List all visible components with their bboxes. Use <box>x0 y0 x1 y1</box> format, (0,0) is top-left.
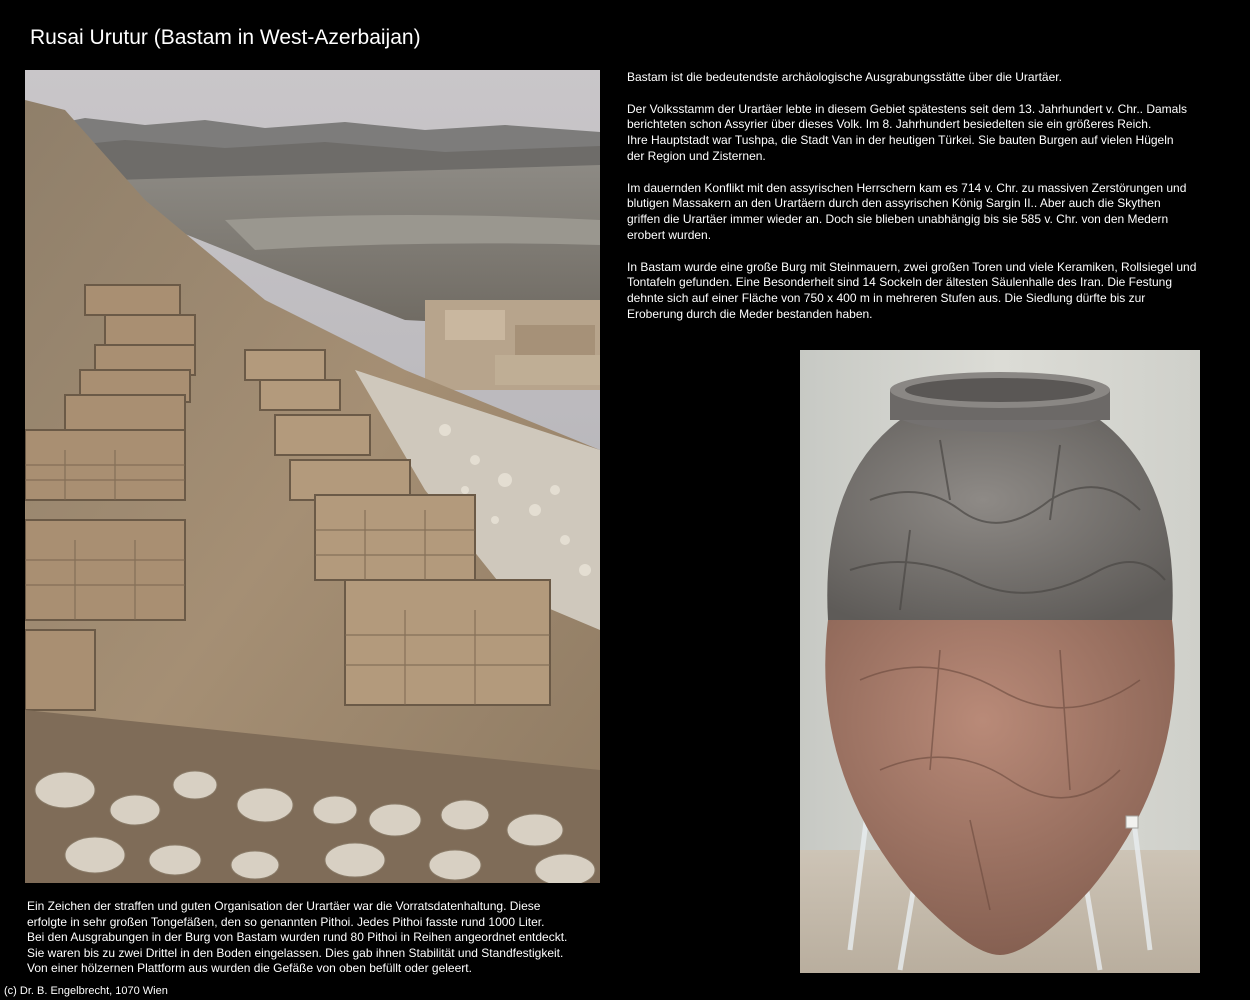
description-text <box>627 70 1217 339</box>
text-line: Im dauernden Konflikt mit den assyrischen Herrschern kam es 714 v. Chr. zu massiven Zerstörungen und <box>627 180 1187 195</box>
description-paragraph-2 <box>627 102 1217 165</box>
text-line: berichteten schon Assyrier über dieses Volk. Im 8. Jahrhundert besiedelten sie ein größeres Reich. <box>627 117 1152 132</box>
caption-line: erfolgte in sehr großen Tongefäßen, den so genannten Pithoi. Jedes Pithoi fasste rund 1000 Liter. <box>27 914 545 929</box>
caption-line: Ein Zeichen der straffen und guten Organisation der Urartäer war die Vorratsdatenhaltung. Diese <box>27 899 541 913</box>
copyright-footer: (c) Dr. B. Engelbrecht, 1070 Wien <box>4 985 168 997</box>
description-paragraph-3 <box>627 181 1217 244</box>
description-paragraph-1 <box>627 70 1217 86</box>
text-line: Der Volksstamm der Urartäer lebte in diesem Gebiet spätestens seit dem 13. Jahrhundert v. Chr.. Damals <box>627 101 1188 116</box>
text-line: In Bastam wurde eine große Burg mit Steinmauern, zwei großen Toren und viele Keramiken, Rollsiegel und <box>627 259 1197 274</box>
text-line: Bastam ist die bedeutendste archäologische Ausgrabungsstätte über die Urartäer. <box>627 70 1062 84</box>
text-line: Ihre Hauptstadt war Tushpa, die Stadt Van in der heutigen Türkei. Sie bauten Burgen auf vielen Hügeln <box>627 133 1174 148</box>
caption-line: Von einer hölzernen Plattform aus wurden die Gefäße von oben befüllt oder geleert. <box>27 961 472 976</box>
text-line: blutigen Massakern an den Urartäern durch den assyrischen König Sargin II.. Aber auch die Skythen <box>627 196 1161 211</box>
caption-line: Sie waren bis zu zwei Drittel in den Boden eingelassen. Dies gab ihnen Stabilität und Standfestigkeit. <box>27 945 564 960</box>
description-paragraph-4 <box>627 260 1217 323</box>
page-title: Rusai Urutur (Bastam in West-Azerbaijan) <box>30 26 421 49</box>
pithos-jar-photo <box>800 350 1200 973</box>
text-line: dehnte sich auf einer Fläche von 750 x 400 m in mehreren Stufen aus. Die Siedlung dürfte bis zur <box>627 291 1146 306</box>
excavation-site-photo <box>25 70 600 883</box>
text-line: der Region und Zisternen. <box>627 148 766 163</box>
photo-caption <box>27 899 587 977</box>
text-line: Tontafeln gefunden. Eine Besonderheit sind 14 Sockeln der ältesten Säulenhalle des Iran. Die Festung <box>627 275 1173 290</box>
text-line: griffen die Urartäer immer wieder an. Doch sie blieben unabhängig bis sie 585 v. Chr. von den Medern <box>627 212 1169 227</box>
caption-line: Bei den Ausgrabungen in der Burg von Bastam wurden rund 80 Pithoi in Reihen angeordnet entdeckt. <box>27 930 568 945</box>
text-line: erobert wurden. <box>627 227 712 242</box>
text-line: Eroberung durch die Meder bestanden haben. <box>627 306 873 321</box>
